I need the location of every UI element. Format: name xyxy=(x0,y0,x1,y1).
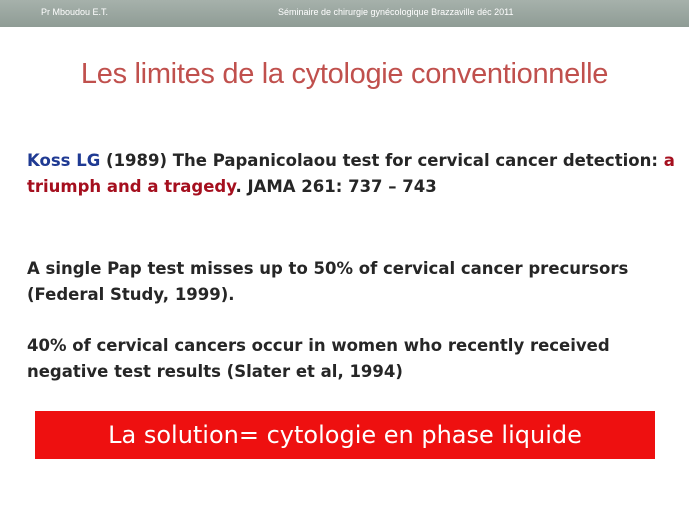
citation-paragraph xyxy=(27,148,677,200)
header-bar xyxy=(0,0,689,27)
statement-negative-results: 40% of cervical cancers occur in women who recently received negative test results (Slater et al, 1994) xyxy=(27,336,610,381)
header-seminar: Séminaire de chirurgie gynécologique Brazzaville déc 2011 xyxy=(278,7,514,17)
header-author: Pr Mboudou E.T. xyxy=(41,7,109,17)
solution-banner: La solution= cytologie en phase liquide xyxy=(35,411,655,459)
citation-journal: . JAMA 261: 737 – 743 xyxy=(235,177,437,196)
citation-author: Koss LG xyxy=(27,151,101,170)
slide-title: Les limites de la cytologie conventionnelle xyxy=(80,58,609,90)
citation-title: (1989) The Papanicolaou test for cervical cancer detection: xyxy=(100,151,664,170)
citation-highlight: a triumph and a tragedy xyxy=(27,151,675,196)
statement-pap-test: A single Pap test misses up to 50% of cervical cancer precursors (Federal Study, 1999). xyxy=(27,259,629,304)
